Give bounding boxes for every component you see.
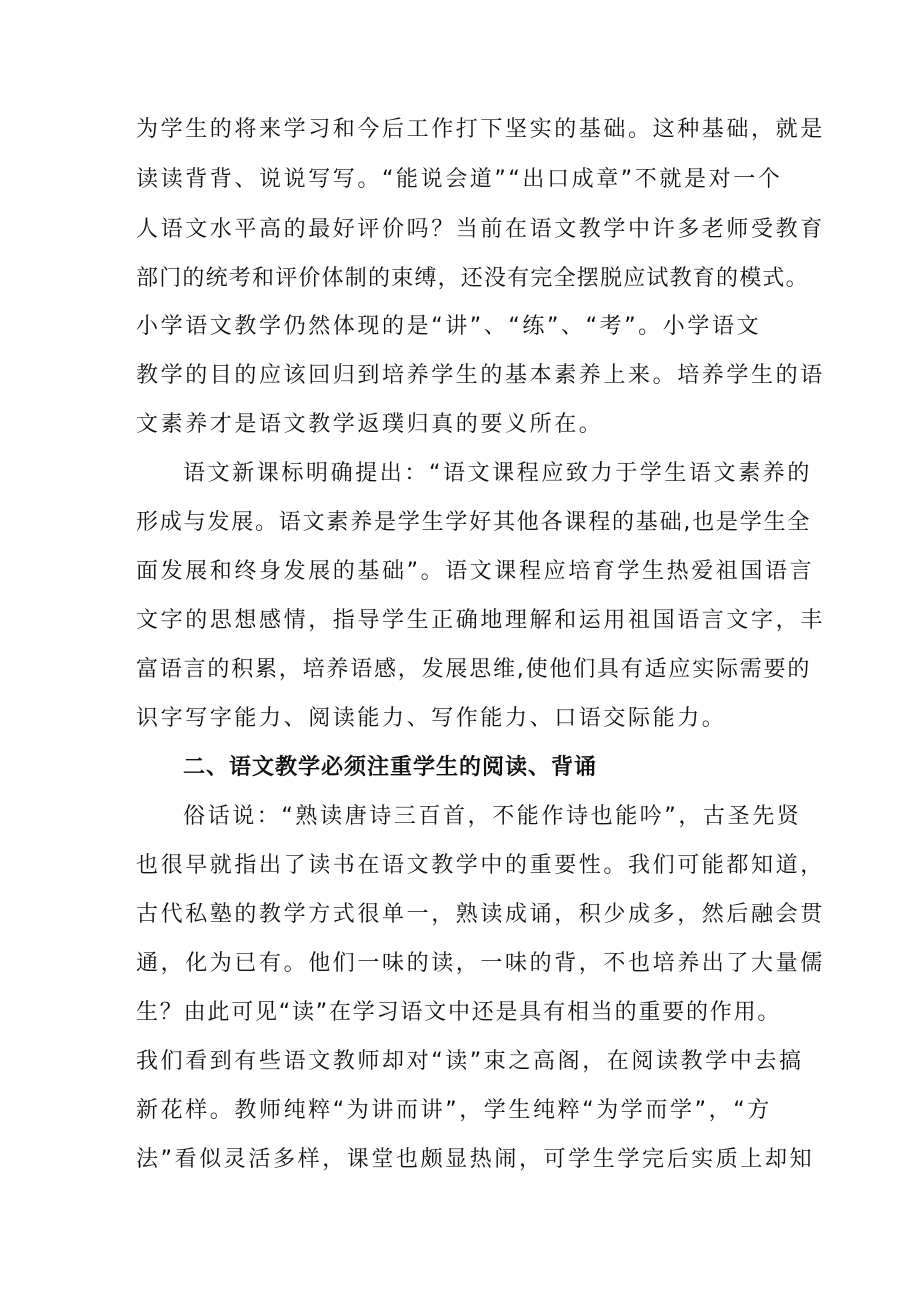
paragraph-line: 生？由此可见“读”在学习语文中还是具有相当的重要的作用。	[136, 1000, 782, 1025]
paragraph-line: 为学生的将来学习和今后工作打下坚实的基础。这种基础，就是	[136, 117, 825, 142]
paragraph-line: 文素养才是语文教学返璞归真的要义所在。	[136, 412, 604, 437]
paragraph-line: 小学语文教学仍然体现的是“讲”、“练”、“考”。小学语文	[136, 314, 762, 339]
paragraph-first-line: 俗话说：“熟读唐诗三百首，不能作诗也能吟”，古圣先贤	[183, 804, 802, 829]
paragraph-line: 人语文水平高的最好评价吗？当前在语文教学中许多老师受教育	[136, 217, 825, 242]
paragraph-line: 部门的统考和评价体制的束缚，还没有完全摆脱应试教育的模式。	[136, 266, 809, 291]
paragraph-line: 也很早就指出了读书在语文教学中的重要性。我们可能都知道，	[136, 853, 825, 878]
paragraph-line: 富语言的积累，培养语感，发展思维,使他们具有适应实际需要的	[136, 657, 812, 682]
paragraph-first-line: 语文新课标明确提出：“语文课程应致力于学生语文素养的	[183, 461, 812, 486]
paragraph-line: 识字写字能力、阅读能力、写作能力、口语交际能力。	[136, 706, 727, 731]
paragraph-line: 文字的思想感情，指导学生正确地理解和运用祖国语言文字，丰	[136, 608, 825, 633]
paragraph-line: 读读背背、说说写写。“能说会道”“出口成章”不就是对一个	[136, 167, 783, 192]
paragraph-line: 法”看似灵活多样，课堂也颇显热闹，可学生学完后实质上却知	[136, 1147, 815, 1172]
paragraph-line: 我们看到有些语文教师却对“读”束之高阁，在阅读教学中去搞	[136, 1049, 804, 1074]
section-heading: 二、语文教学必须注重学生的阅读、背诵	[183, 755, 598, 780]
paragraph-line: 形成与发展。语文素养是学生学好其他各课程的基础,也是学生全	[136, 510, 812, 535]
paragraph-line: 古代私塾的教学方式很单一，熟读成诵，积少成多，然后融会贯	[136, 902, 825, 927]
paragraph-line: 新花样。教师纯粹“为讲而讲”，学生纯粹“为学而学”，“方	[136, 1098, 772, 1123]
paragraph-line: 教学的目的应该回归到培养学生的基本素养上来。培养学生的语	[136, 363, 825, 388]
paragraph-line: 通，化为已有。他们一味的读，一味的背，不也培养出了大量儒	[136, 951, 825, 976]
paragraph-line: 面发展和终身发展的基础”。语文课程应培育学生热爱祖国语言	[136, 559, 815, 584]
